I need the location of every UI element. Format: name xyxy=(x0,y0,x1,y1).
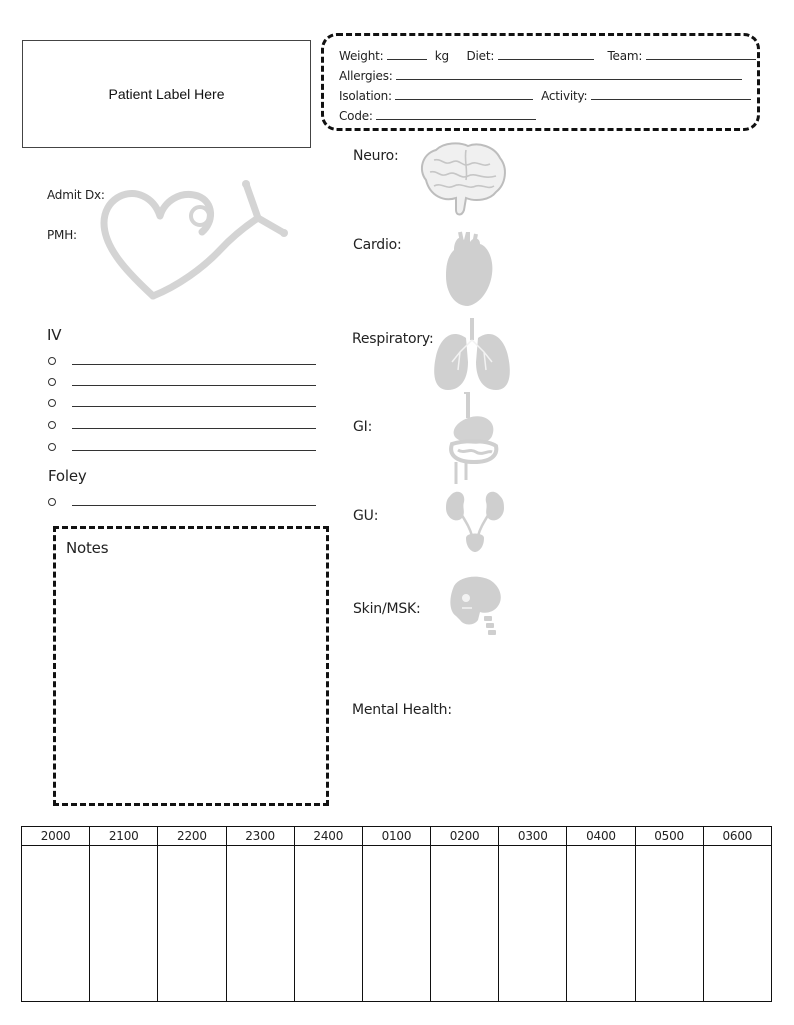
patient-info-box xyxy=(321,33,760,131)
isolation-field[interactable] xyxy=(395,88,533,100)
time-cell[interactable] xyxy=(431,846,499,1002)
gu-label: GU: xyxy=(353,508,379,524)
time-header-row xyxy=(22,827,772,846)
activity-label: Activity: xyxy=(541,89,588,103)
time-column-header: 0200 xyxy=(431,827,499,846)
diet-field[interactable] xyxy=(498,48,594,60)
time-column-header: 2000 xyxy=(22,827,90,846)
time-cell[interactable] xyxy=(22,846,90,1002)
time-cell[interactable] xyxy=(226,846,294,1002)
foley-title: Foley xyxy=(48,467,87,485)
code-field[interactable] xyxy=(376,108,536,120)
weight-field[interactable] xyxy=(387,48,427,60)
bullet-icon xyxy=(48,498,56,506)
mental-health-label: Mental Health: xyxy=(352,702,452,718)
bullet-icon xyxy=(48,378,56,386)
bullet-icon xyxy=(48,443,56,451)
time-column-header: 2300 xyxy=(226,827,294,846)
time-cell[interactable] xyxy=(294,846,362,1002)
weight-unit: kg xyxy=(434,49,449,63)
activity-field[interactable] xyxy=(591,88,751,100)
kidneys-icon xyxy=(444,488,506,554)
time-cell[interactable] xyxy=(703,846,771,1002)
gi-tract-icon xyxy=(444,392,500,486)
allergies-label: Allergies: xyxy=(339,69,393,83)
time-column-header: 2100 xyxy=(90,827,158,846)
lungs-icon xyxy=(430,318,514,392)
iv-title: IV xyxy=(47,326,62,344)
isolation-label: Isolation: xyxy=(339,89,392,103)
info-row-2 xyxy=(339,68,742,83)
respiratory-label: Respiratory: xyxy=(352,331,434,347)
time-cell[interactable] xyxy=(158,846,226,1002)
heart-organ-icon xyxy=(440,230,496,308)
patient-label-text: Patient Label Here xyxy=(108,86,225,102)
time-column-header: 0100 xyxy=(362,827,430,846)
brain-icon xyxy=(416,140,508,218)
info-row-3 xyxy=(339,88,751,103)
admit-dx-label: Admit Dx: xyxy=(47,188,105,202)
time-column-header: 2200 xyxy=(158,827,226,846)
code-label: Code: xyxy=(339,109,373,123)
time-column-header: 0400 xyxy=(567,827,635,846)
bullet-icon xyxy=(48,421,56,429)
bullet-icon xyxy=(48,357,56,365)
time-cell[interactable] xyxy=(567,846,635,1002)
neuro-label: Neuro: xyxy=(353,148,399,164)
weight-label: Weight: xyxy=(339,49,384,63)
time-cell[interactable] xyxy=(499,846,567,1002)
heart-stethoscope-icon xyxy=(98,178,292,306)
time-cell[interactable] xyxy=(362,846,430,1002)
time-column-header: 0500 xyxy=(635,827,703,846)
bullet-icon xyxy=(48,399,56,407)
notes-title: Notes xyxy=(66,539,109,557)
skin-msk-label: Skin/MSK: xyxy=(353,601,421,617)
time-column-header: 0300 xyxy=(499,827,567,846)
shift-time-table xyxy=(21,826,772,1002)
team-label: Team: xyxy=(607,49,643,63)
allergies-field[interactable] xyxy=(396,68,742,80)
patient-label-box xyxy=(22,40,311,148)
time-column-header: 2400 xyxy=(294,827,362,846)
diet-label: Diet: xyxy=(466,49,495,63)
time-cell[interactable] xyxy=(635,846,703,1002)
skull-spine-icon xyxy=(444,572,508,636)
notes-box[interactable] xyxy=(53,526,329,806)
info-row-1 xyxy=(339,48,756,63)
time-cell[interactable] xyxy=(90,846,158,1002)
cardio-label: Cardio: xyxy=(353,237,402,253)
pmh-label: PMH: xyxy=(47,228,77,242)
gi-label: GI: xyxy=(353,419,373,435)
info-row-4 xyxy=(339,108,536,123)
team-field[interactable] xyxy=(646,48,756,60)
time-entry-row xyxy=(22,846,772,1002)
time-column-header: 0600 xyxy=(703,827,771,846)
